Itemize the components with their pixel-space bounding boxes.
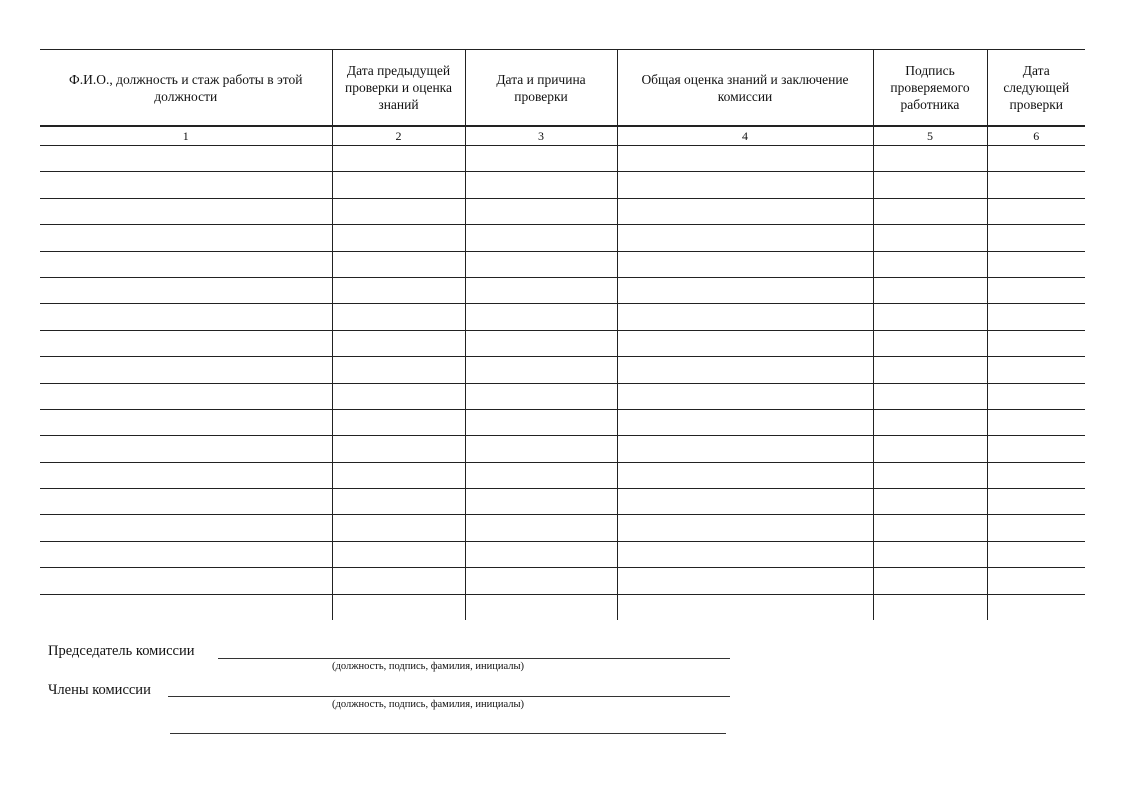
table-cell[interactable] [873,277,987,303]
table-cell[interactable] [40,251,332,277]
table-cell[interactable] [465,146,617,172]
table-cell[interactable] [617,541,873,567]
table-row [40,383,1085,409]
table-row [40,251,1085,277]
table-cell[interactable] [617,436,873,462]
table-cell[interactable] [617,357,873,383]
table-cell[interactable] [332,146,465,172]
table-cell[interactable] [987,304,1085,330]
table-cell[interactable] [40,515,332,541]
table-cell[interactable] [465,277,617,303]
table-cell[interactable] [987,568,1085,594]
table-cell[interactable] [617,277,873,303]
table-cell[interactable] [987,462,1085,488]
members-caption: (должность, подпись, фамилия, инициалы) [332,699,525,710]
table-cell[interactable] [873,357,987,383]
table-cell[interactable] [987,541,1085,567]
column-number: 2 [332,126,465,146]
table-row [40,515,1085,541]
table-cell[interactable] [465,568,617,594]
table-row [40,409,1085,435]
table-cell[interactable] [617,304,873,330]
table-cell[interactable] [465,462,617,488]
table-cell[interactable] [987,357,1085,383]
table-cell[interactable] [332,357,465,383]
table-row [40,594,1085,620]
table-cell[interactable] [40,541,332,567]
table-cell[interactable] [332,304,465,330]
column-number: 3 [465,126,617,146]
table-row [40,304,1085,330]
header-check-date-reason: Дата и причина проверки [465,50,617,127]
table-cell[interactable] [465,594,617,620]
table-cell[interactable] [873,225,987,251]
table-row [40,330,1085,356]
table-cell[interactable] [465,357,617,383]
knowledge-check-table [40,49,1085,620]
table-cell[interactable] [332,409,465,435]
table-cell[interactable] [873,489,987,515]
table-cell[interactable] [987,330,1085,356]
table-cell[interactable] [617,489,873,515]
table-cell[interactable] [332,489,465,515]
members-signature-line[interactable] [168,696,730,697]
table-row [40,146,1085,172]
table-cell[interactable] [873,462,987,488]
table-cell[interactable] [987,172,1085,198]
table-cell[interactable] [873,172,987,198]
column-number: 1 [40,126,332,146]
table-row [40,225,1085,251]
table-row [40,277,1085,303]
table-cell[interactable] [40,277,332,303]
header-overall-assessment: Общая оценка знаний и заключение комиссии [617,50,873,127]
table-row [40,198,1085,224]
table-cell[interactable] [873,330,987,356]
table-cell[interactable] [987,436,1085,462]
table-cell[interactable] [465,330,617,356]
table-cell[interactable] [332,330,465,356]
table-cell[interactable] [873,541,987,567]
table-cell[interactable] [465,541,617,567]
table-cell[interactable] [332,541,465,567]
table-cell[interactable] [617,383,873,409]
table-cell[interactable] [465,251,617,277]
table-header-row [40,50,1085,127]
table-cell[interactable] [465,198,617,224]
table-cell[interactable] [465,304,617,330]
table-cell[interactable] [332,277,465,303]
table-cell[interactable] [465,383,617,409]
table-cell[interactable] [40,146,332,172]
table-cell[interactable] [332,462,465,488]
table-cell[interactable] [873,409,987,435]
table-cell[interactable] [873,568,987,594]
chairman-label: Председатель комиссии [48,643,195,659]
table-cell[interactable] [40,383,332,409]
column-number: 6 [987,126,1085,146]
table-cell[interactable] [987,146,1085,172]
table-cell[interactable] [617,251,873,277]
table-row [40,436,1085,462]
table-cell[interactable] [332,568,465,594]
table-cell[interactable] [332,594,465,620]
table-cell[interactable] [617,594,873,620]
table-cell[interactable] [873,198,987,224]
table-cell[interactable] [873,251,987,277]
table-cell[interactable] [987,489,1085,515]
table-cell[interactable] [873,383,987,409]
table-cell[interactable] [332,225,465,251]
chairman-signature-line[interactable] [218,658,730,659]
table-row [40,172,1085,198]
chairman-caption: (должность, подпись, фамилия, инициалы) [332,661,525,672]
table-cell[interactable] [40,198,332,224]
table-cell[interactable] [987,515,1085,541]
table-cell[interactable] [987,594,1085,620]
table-cell[interactable] [332,198,465,224]
table-cell[interactable] [465,225,617,251]
table-cell[interactable] [617,198,873,224]
table-cell[interactable] [617,409,873,435]
header-full-name-position-tenure: Ф.И.О., должность и стаж работы в этой должности [40,50,332,127]
table-cell[interactable] [40,568,332,594]
column-number-row [40,126,1085,146]
table-cell[interactable] [873,515,987,541]
table-cell[interactable] [465,515,617,541]
table-cell[interactable] [40,225,332,251]
table-cell[interactable] [40,594,332,620]
table-cell[interactable] [332,515,465,541]
table-cell[interactable] [617,146,873,172]
table-cell[interactable] [40,409,332,435]
table-cell[interactable] [617,462,873,488]
table-cell[interactable] [465,436,617,462]
table-row [40,357,1085,383]
table-cell[interactable] [873,594,987,620]
table-row [40,568,1085,594]
table-cell[interactable] [987,409,1085,435]
table-cell[interactable] [40,172,332,198]
table-cell[interactable] [617,568,873,594]
table-cell[interactable] [332,383,465,409]
table-cell[interactable] [987,383,1085,409]
header-employee-signature: Подпись проверяемого работника [873,50,987,127]
table-row [40,541,1085,567]
table-cell[interactable] [40,436,332,462]
members-label: Члены комиссии [48,682,151,698]
table-cell[interactable] [40,357,332,383]
header-next-check-date: Дата следующей проверки [987,50,1085,127]
table-cell[interactable] [465,172,617,198]
table-row [40,462,1085,488]
table-row [40,489,1085,515]
extra-member-signature-line[interactable] [170,733,726,734]
table-cell[interactable] [987,198,1085,224]
table-cell[interactable] [873,146,987,172]
table-cell[interactable] [873,304,987,330]
table-cell[interactable] [465,489,617,515]
table-cell[interactable] [617,330,873,356]
table-cell[interactable] [617,172,873,198]
table-cell[interactable] [332,436,465,462]
table-cell[interactable] [987,277,1085,303]
table-cell[interactable] [40,489,332,515]
header-previous-check-date: Дата предыдущей проверки и оценка знаний [332,50,465,127]
table-cell[interactable] [617,225,873,251]
table-cell[interactable] [987,251,1085,277]
table-cell[interactable] [873,436,987,462]
table-cell[interactable] [40,462,332,488]
table-cell[interactable] [40,304,332,330]
column-number: 5 [873,126,987,146]
table-cell[interactable] [987,225,1085,251]
table-cell[interactable] [332,251,465,277]
column-number: 4 [617,126,873,146]
table-cell[interactable] [465,409,617,435]
table-cell[interactable] [332,172,465,198]
table-cell[interactable] [40,330,332,356]
table-cell[interactable] [617,515,873,541]
